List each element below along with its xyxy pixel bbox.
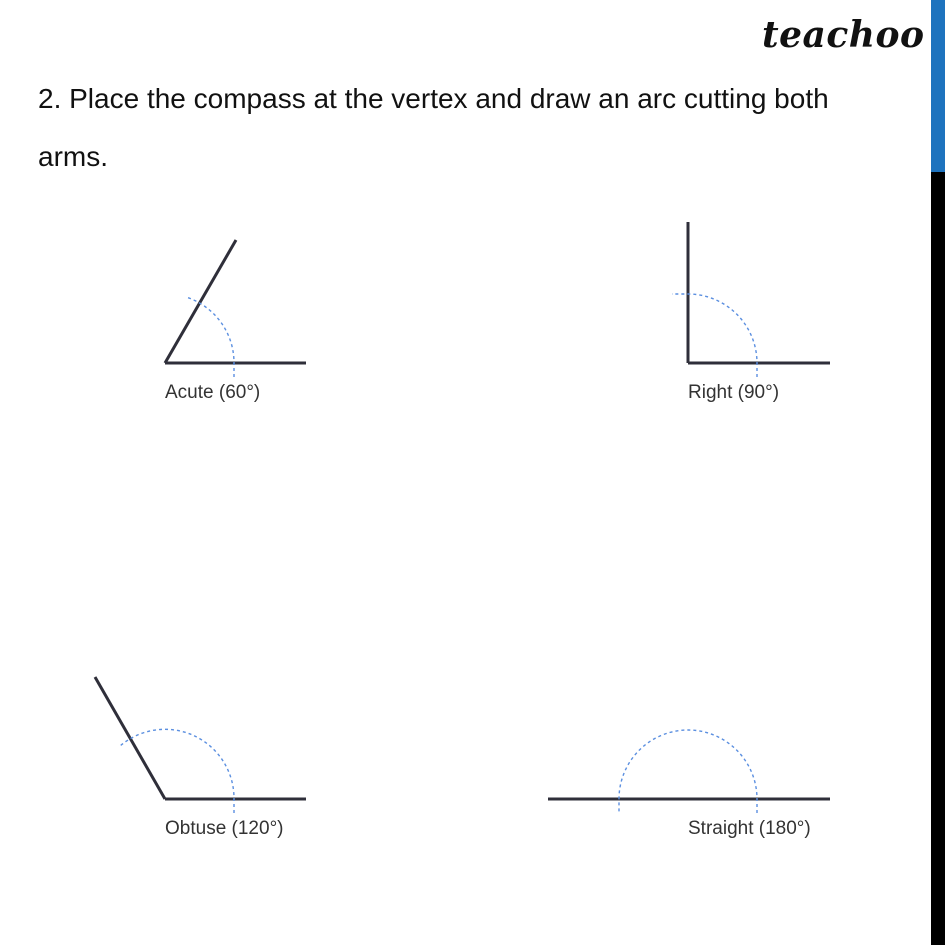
right-edge-bar xyxy=(931,0,945,945)
right-angle-figure xyxy=(672,222,830,403)
acute-slanted-arm xyxy=(165,240,236,363)
straight-angle-label: Straight (180°) xyxy=(688,818,811,839)
right-angle-label: Right (90°) xyxy=(688,382,780,403)
obtuse-angle-label: Obtuse (120°) xyxy=(165,818,284,839)
accent-bar-segment xyxy=(931,0,945,172)
obtuse-slanted-arm xyxy=(95,677,165,799)
acute-angle-label: Acute (60°) xyxy=(165,382,261,403)
straight-angle-figure xyxy=(548,730,830,839)
step-instruction: 2. Place the compass at the vertex and draw an arc cutting both arms. xyxy=(38,83,829,172)
right-compass-arc xyxy=(672,294,757,377)
teachoo-logo: teachoo xyxy=(762,14,925,56)
acute-angle-figure xyxy=(165,240,306,403)
dark-bar-segment xyxy=(931,172,945,945)
acute-compass-arc xyxy=(186,297,234,377)
straight-compass-arc xyxy=(619,730,757,813)
obtuse-angle-figure xyxy=(95,677,306,839)
